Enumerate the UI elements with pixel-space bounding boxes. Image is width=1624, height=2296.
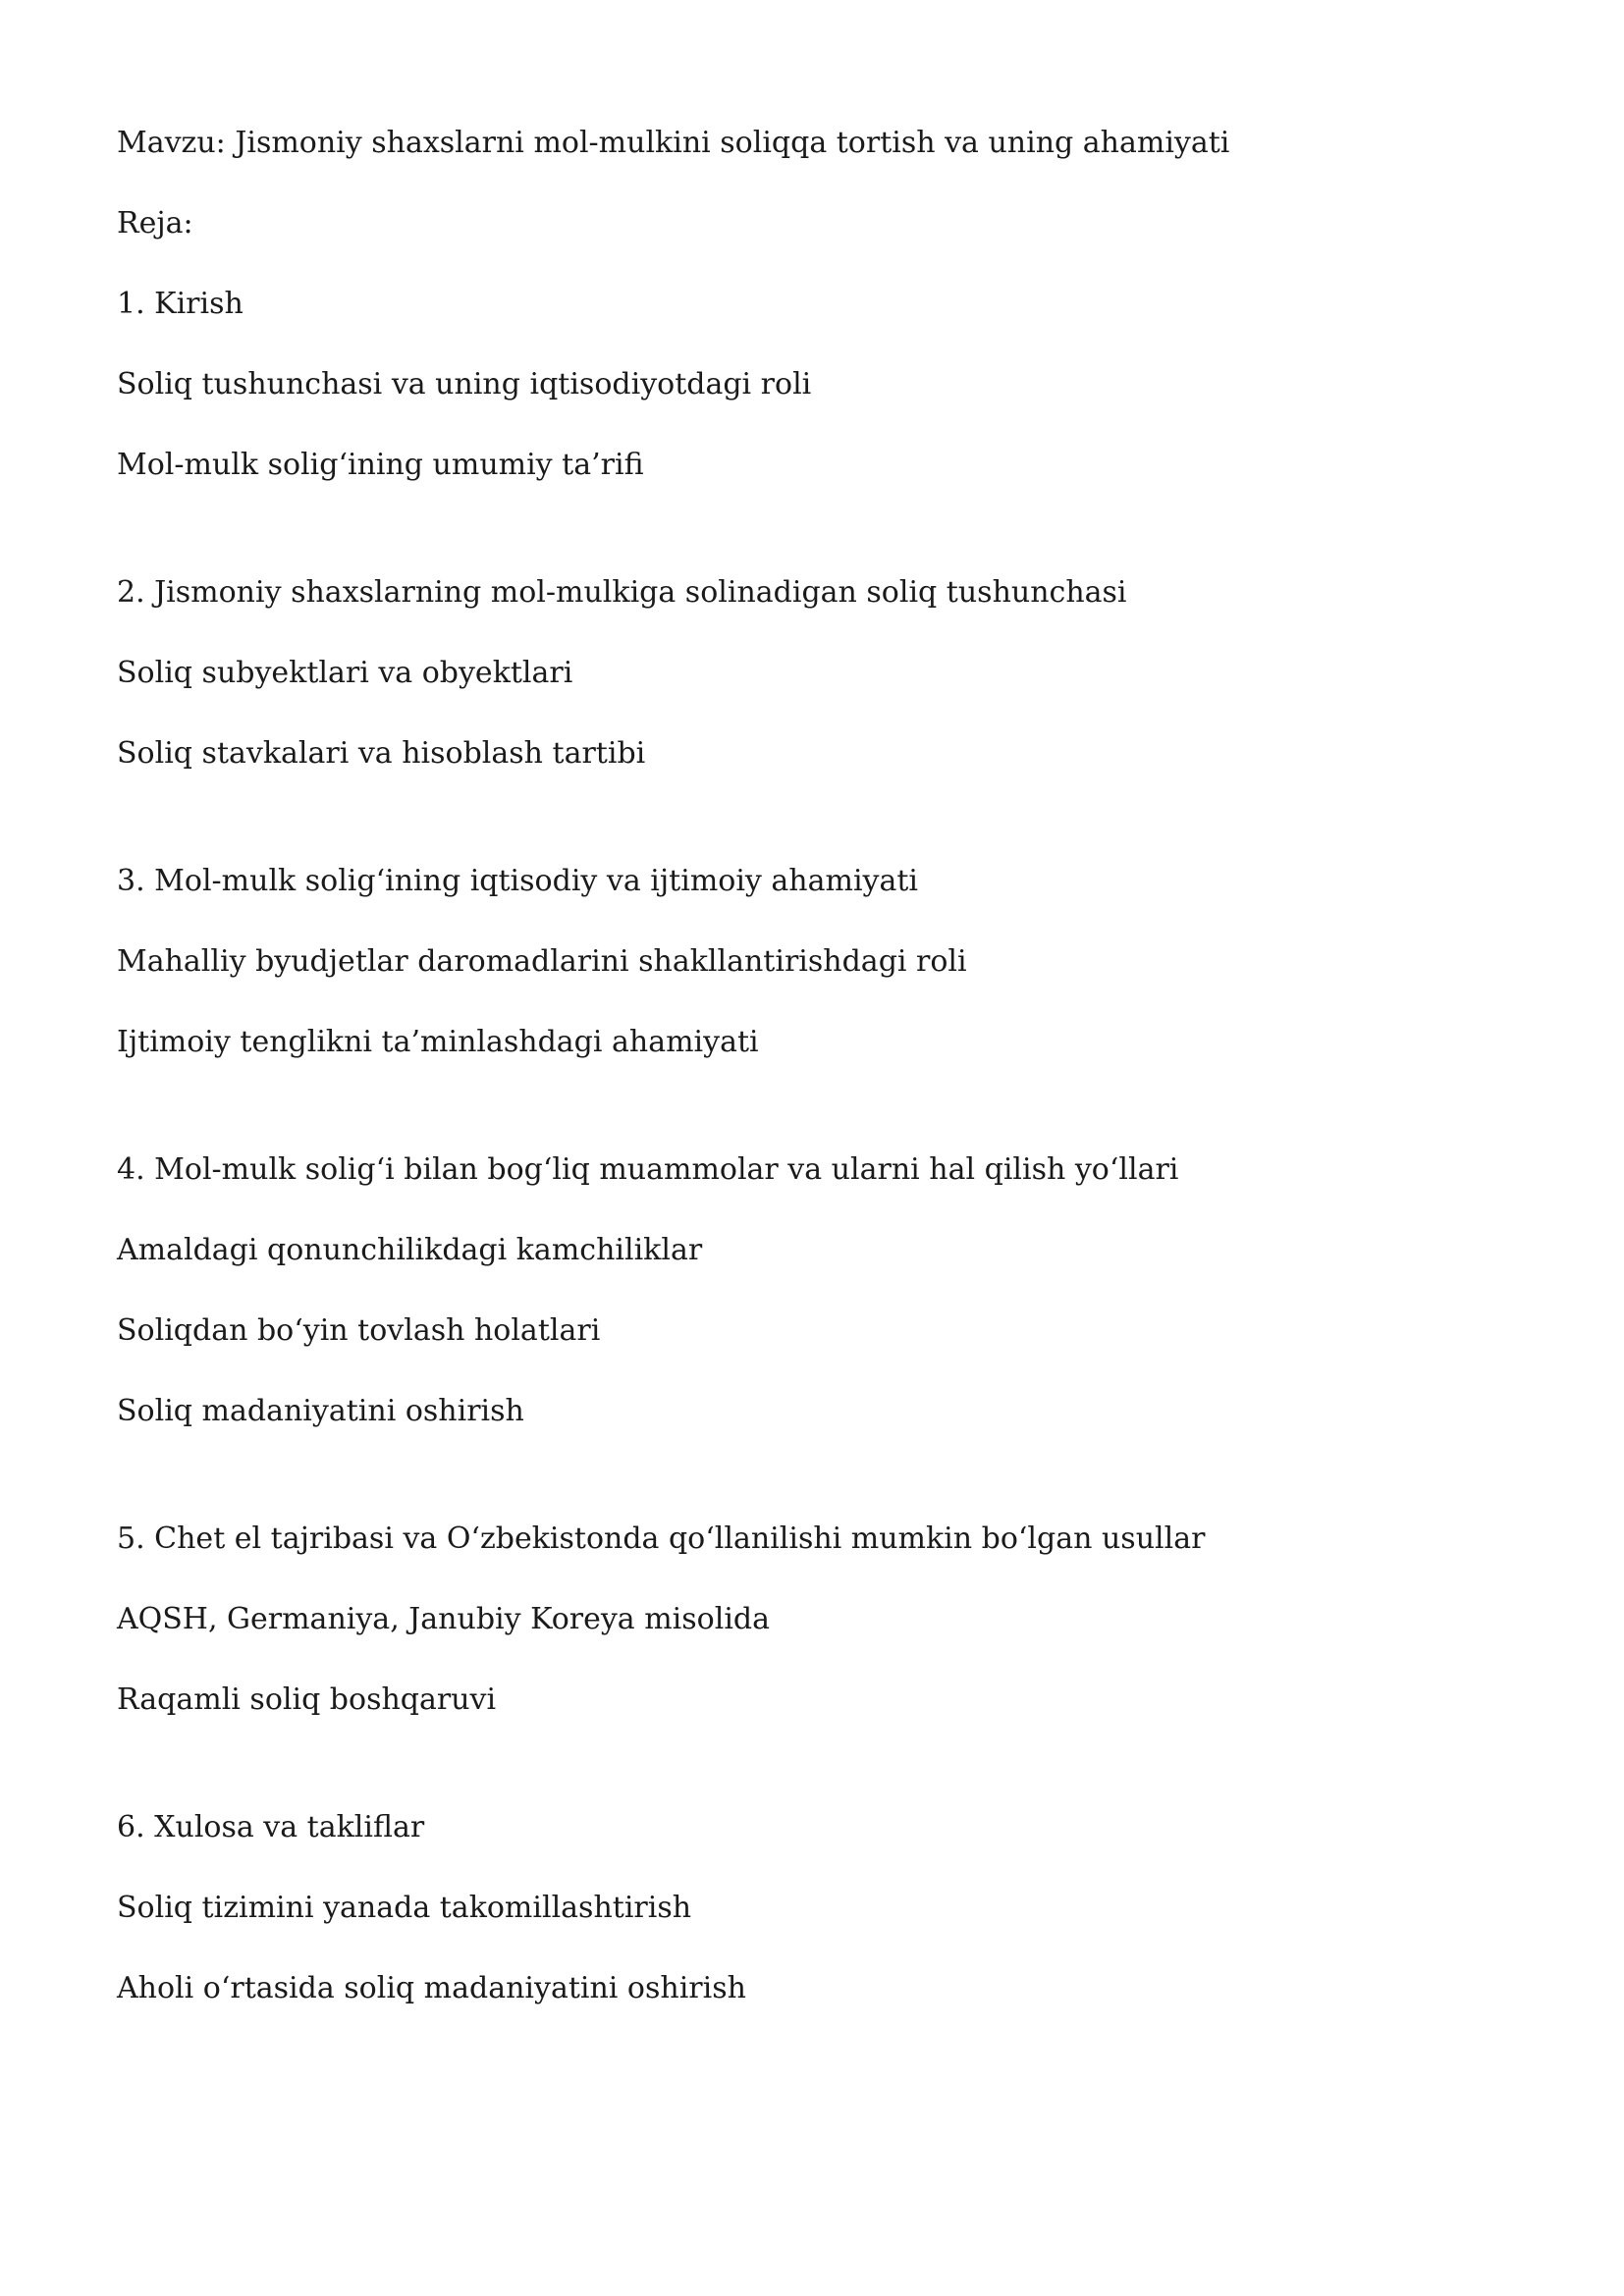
section-item: Soliq stavkalari va hisoblash tartibi — [117, 736, 646, 771]
section-item: Mol-mulk solig‘ining umumiy ta’rifi — [117, 448, 644, 482]
section-heading: 2. Jismoniy shaxslarning mol-mulkiga solinadigan soliq tushunchasi — [117, 575, 1127, 610]
document-body — [117, 120, 1491, 2046]
section-item: Aholi o‘rtasida soliq madaniyatini oshirish — [117, 1971, 746, 2005]
section-item: Raqamli soliq boshqaruvi — [117, 1682, 497, 1717]
section-item: Mahalliy byudjetlar daromadlarini shakllantirishdagi roli — [117, 944, 967, 979]
document-topic: Mavzu: Jismoniy shaxslarni mol-mulkini soliqqa tortish va uning ahamiyati — [117, 126, 1230, 160]
section-item: Soliq madaniyatini oshirish — [117, 1394, 524, 1428]
plan-label: Reja: — [117, 206, 193, 240]
section-item: Soliq tushunchasi va uning iqtisodiyotdagi roli — [117, 367, 812, 401]
section-heading: 1. Kirish — [117, 287, 244, 321]
section-item: Ijtimoiy tenglikni ta’minlashdagi ahamiyati — [117, 1025, 759, 1059]
section-item: Soliq tizimini yanada takomillashtirish — [117, 1891, 692, 1925]
section-item: Amaldagi qonunchilikdagi kamchiliklar — [117, 1233, 703, 1267]
section-item: Soliq subyektlari va obyektlari — [117, 656, 573, 690]
section-heading: 6. Xulosa va takliflar — [117, 1810, 425, 1844]
section-heading: 4. Mol-mulk solig‘i bilan bog‘liq muammolar va ularni hal qilish yo‘llari — [117, 1152, 1179, 1187]
section-item: Soliqdan bo‘yin tovlash holatlari — [117, 1313, 601, 1348]
section-heading: 5. Chet el tajribasi va O‘zbekistonda qo‘llanilishi mumkin bo‘lgan usullar — [117, 1522, 1206, 1556]
section-heading: 3. Mol-mulk solig‘ining iqtisodiy va ijtimoiy ahamiyati — [117, 864, 919, 898]
section-item: AQSH, Germaniya, Janubiy Koreya misolida — [117, 1602, 771, 1636]
